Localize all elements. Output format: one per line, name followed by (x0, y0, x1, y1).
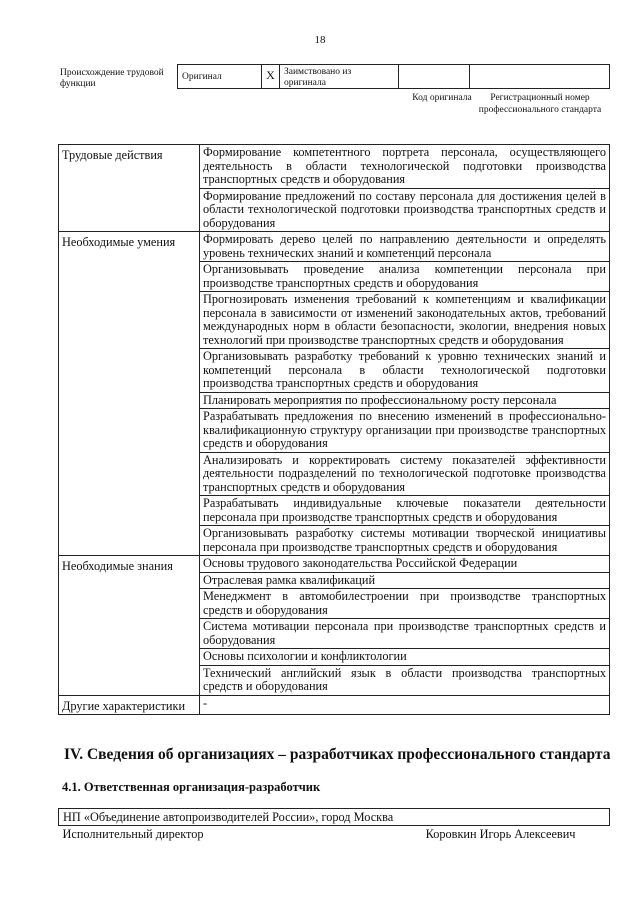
group-item: Организовывать разработку системы мотивации творческой инициативы персонала при производстве транспортных средств и оборудования (200, 526, 610, 556)
table-row (59, 232, 610, 262)
group-item: Формирование предложений по составу персонала для достижения целей в области технологической подготовки производства транспортных средств и оборудования (200, 188, 610, 232)
organization-name: НП «Объединение автопроизводителей России», город Москва (59, 809, 610, 826)
original-mark: X (262, 65, 280, 88)
group-item: Формировать дерево целей по направлению деятельности и определять уровень технических знаний и компетенций персонала (200, 232, 610, 262)
group-item: Основы трудового законодательства Российской Федерации (200, 556, 610, 573)
table-row (59, 556, 610, 573)
group-label: Необходимые знания (59, 556, 200, 696)
code-caption: Код оригинала (412, 93, 472, 103)
group-item: Организовывать разработку требований к уровню технических знаний и компетенций персонала в области технологической подготовки производства транспортных средств и оборудования (200, 349, 610, 393)
group-label: Необходимые умения (59, 232, 200, 556)
organization-table (58, 808, 610, 842)
group-item: Прогнозировать изменения требований к компетенциям и квалификации персонала в зависимости от изменений законодательных актов, требований международных норм в области безопасности, экологии, внедрения новых технологий при производстве транспортных средств и оборудования (200, 292, 610, 349)
group-item: Планировать мероприятия по профессиональному росту персонала (200, 392, 610, 409)
reg-number-caption: Регистрационный номер профессионального стандарта (478, 93, 602, 115)
original-cell: Оригинал (178, 65, 262, 88)
group-item: Отраслевая рамка квалификаций (200, 572, 610, 589)
group-item: Технический английский язык в области производства транспортных средств и оборудования (200, 665, 610, 695)
code-cell (399, 65, 470, 88)
origin-label: Происхождение трудовой функции (60, 68, 164, 89)
group-item: Организовывать проведение анализа компетенции персонала при производстве транспортных средств и оборудования (200, 262, 610, 292)
section-heading: IV. Сведения об организациях – разработчиках профессионального стандарта (64, 746, 611, 763)
subsection-heading: 4.1. Ответственная организация-разработчик (62, 780, 321, 794)
borrowed-cell: Заимствовано из оригинала (280, 65, 399, 88)
group-label: Трудовые действия (59, 145, 200, 232)
group-label: Другие характеристики (59, 695, 200, 715)
director-name: Коровкин Игорь Алексеевич (425, 827, 576, 841)
group-item: Разрабатывать индивидуальные ключевые показатели деятельности персонала при производстве транспортных средств и оборудования (200, 496, 610, 526)
group-item: Менеджмент в автомобилестроении при производстве транспортных средств и оборудования (200, 589, 610, 619)
reg-number-cell (470, 65, 611, 88)
director-position: Исполнительный директор (62, 827, 204, 841)
origin-table (177, 64, 610, 89)
table-row (59, 695, 610, 715)
table-row (59, 145, 610, 189)
group-item: Система мотивации персонала при производстве транспортных средств и оборудования (200, 619, 610, 649)
group-item: Разрабатывать предложения по внесению изменений в профессионально-квалификационную структуру организации при производстве транспортных средств и оборудования (200, 409, 610, 453)
group-item: - (200, 695, 610, 715)
page-number: 18 (314, 34, 326, 46)
group-item: Формирование компетентного портрета персонала, осуществляющего деятельность в области технологической подготовки производства транспортных средств и оборудования (200, 145, 610, 189)
work-function-table (58, 144, 610, 715)
group-item: Основы психологии и конфликтологии (200, 649, 610, 666)
director-row (59, 826, 610, 843)
group-item: Анализировать и корректировать систему показателей эффективности деятельности подразделений по технологической подготовке производства транспортных средств и оборудования (200, 452, 610, 496)
